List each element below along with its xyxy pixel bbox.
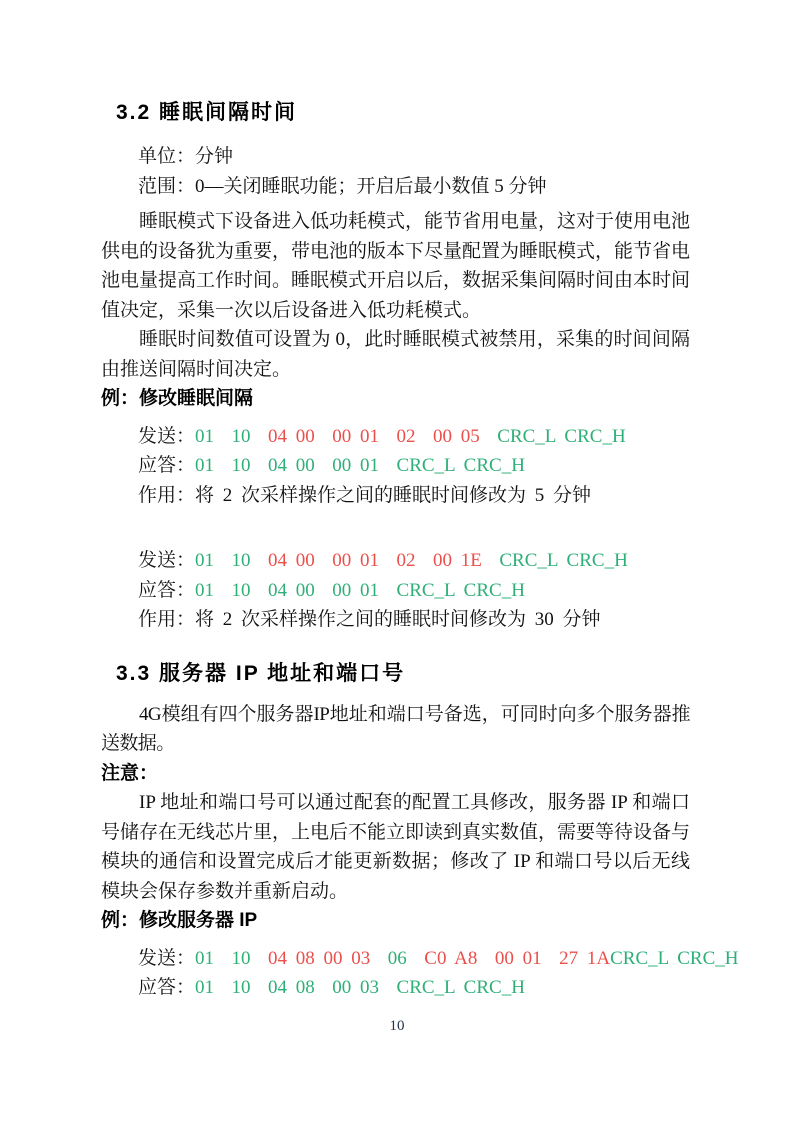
reply-line <box>101 576 690 606</box>
send-line <box>101 944 739 974</box>
send-label: 发送： <box>138 550 196 571</box>
section-3-2-heading: 3.2 睡眠间隔时间 <box>116 101 298 124</box>
send-line <box>101 546 690 576</box>
reply-hex-bytes: 01 10 04 08 00 03 CRC_L CRC_H <box>195 977 525 998</box>
note-label: 注意： <box>101 762 159 784</box>
reply-line <box>101 451 690 481</box>
effect-text: 将 2 次采样操作之间的睡眠时间修改为 30 分钟 <box>195 609 601 630</box>
example-label-server-ip: 例：修改服务器 IP <box>101 910 258 931</box>
reply-hex-bytes: 01 10 04 00 00 01 CRC_L CRC_H <box>195 579 525 601</box>
reply-hex-bytes: 01 10 04 00 00 01 CRC_L CRC_H <box>195 455 525 476</box>
effect-line <box>101 481 690 511</box>
send-hex-bytes: 01 10 04 08 00 03 06 C0 A8 00 01 27 1ACRC_L CRC_H <box>195 947 739 969</box>
reply-label: 应答： <box>138 579 196 601</box>
effect-label: 作用： <box>138 609 196 630</box>
send-hex-bytes: 01 10 04 00 00 01 02 00 1E CRC_L CRC_H <box>195 550 628 571</box>
effect-label: 作用： <box>138 484 196 506</box>
server-intro-paragraph: 4G模组有四个服务器IP地址和端口号备选，可同时向多个服务器推送数据。 <box>101 703 690 754</box>
sleep-mode-paragraph: 睡眠模式下设备进入低功耗模式，能节省用电量，这对于使用电池供电的设备犹为重要，带电池的版本下尽量配置为睡眠模式，能节省电池电量提高工作时间。睡眠模式开启以后，数据采集间隔时间由本时间值决定，采集一次以后设备进入低功耗模式。 <box>101 211 691 321</box>
send-label: 发送： <box>138 425 196 447</box>
command-block-server-ip <box>101 944 739 1003</box>
note-paragraph: IP 地址和端口号可以通过配套的配置工具修改，服务器 IP 和端口号储存在无线芯片里，上电后不能立即读到真实数值，需要等待设备与模块的通信和设置完成后才能更新数据；修改了 IP 和端口号以后无线模块会保存参数并重新启动。 <box>101 792 691 902</box>
reply-label: 应答： <box>138 455 196 476</box>
example-label-sleep: 例：修改睡眠间隔 <box>101 388 254 409</box>
page-number: 10 <box>389 1018 405 1034</box>
range-line: 范围：0—关闭睡眠功能；开启后最小数值 5 分钟 <box>138 175 547 197</box>
send-label: 发送： <box>138 947 196 969</box>
command-block-sleep-30min <box>101 546 690 635</box>
send-line <box>101 422 690 452</box>
effect-line <box>101 605 690 635</box>
effect-text: 将 2 次采样操作之间的睡眠时间修改为 5 分钟 <box>195 484 592 506</box>
send-hex-bytes: 01 10 04 00 00 01 02 00 05 CRC_L CRC_H <box>195 425 626 447</box>
unit-line: 单位：分钟 <box>138 146 234 167</box>
sleep-zero-paragraph: 睡眠时间数值可设置为 0，此时睡眠模式被禁用，采集的时间间隔由推送间隔时间决定。 <box>101 329 690 380</box>
section-3-3-heading: 3.3 服务器 IP 地址和端口号 <box>116 661 406 685</box>
reply-label: 应答： <box>138 977 196 998</box>
command-block-sleep-5min <box>101 422 690 511</box>
reply-line <box>101 973 690 1003</box>
